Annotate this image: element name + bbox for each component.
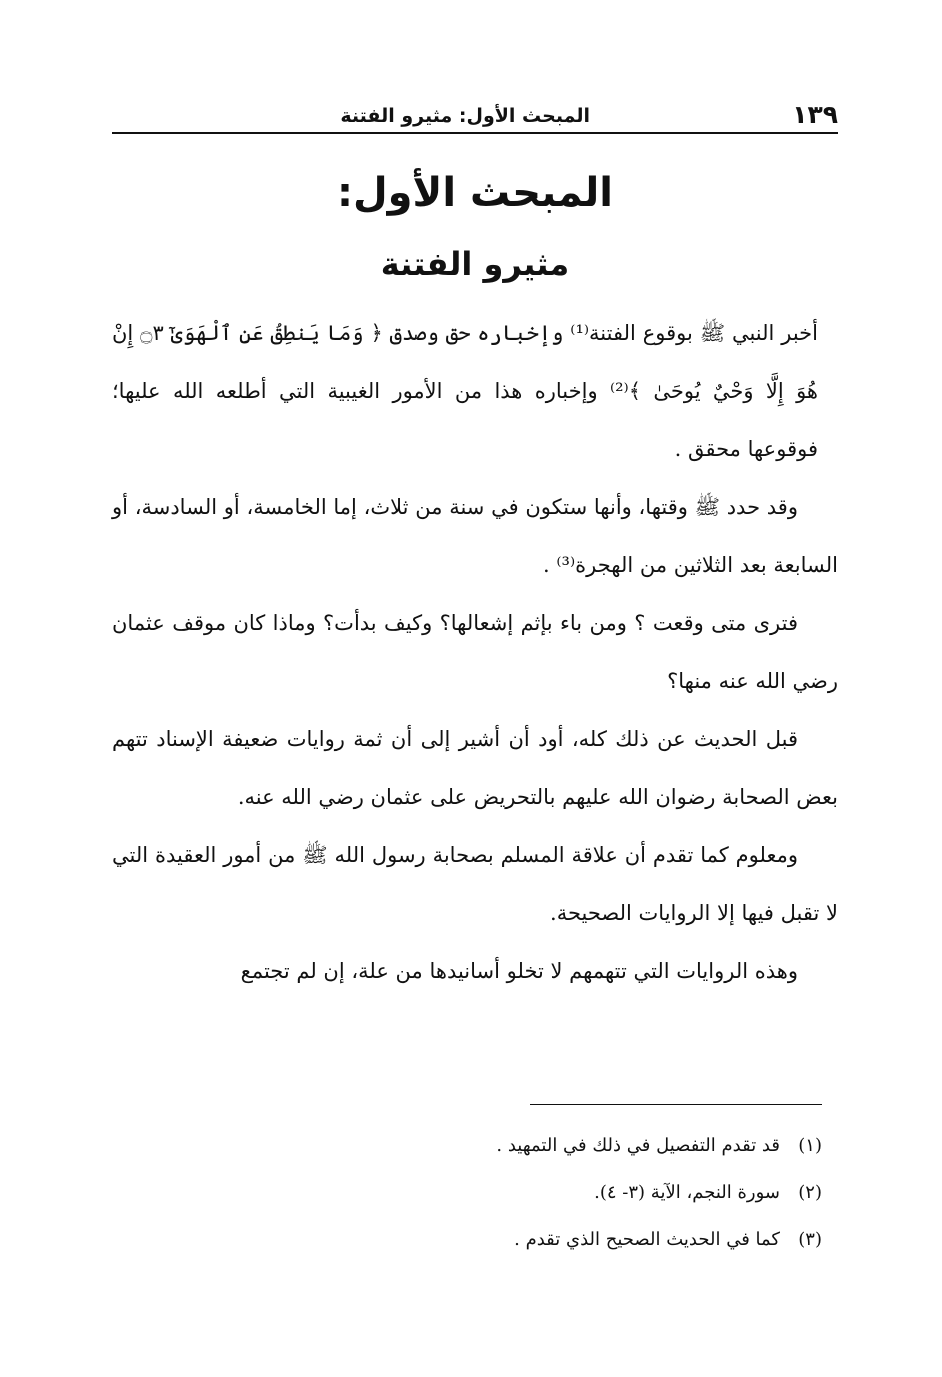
paragraph: ومعلوم كما تقدم أن علاقة المسلم بصحابة رسول الله ﷺ من أمور العقيدة التي لا تقبل فيها إلا الروايات الصحيحة. — [112, 843, 838, 925]
paragraph: وقد حدد ﷺ وقتها، وأنها ستكون في سنة من ثلاث، إما الخامسة، أو السادسة، أو السابعة بعد الثلاثين من الهجرة⁽³⁾ . — [112, 495, 838, 577]
footnote-number: (١) — [798, 1135, 822, 1156]
paragraph: وهذه الروايات التي تتهمهم لا تخلو أسانيدها من علة، إن لم تجتمع — [240, 959, 798, 983]
paragraph: قبل الحديث عن ذلك كله، أود أن أشير إلى أن ثمة روايات ضعيفة الإسناد تتهم بعض الصحابة رضوان الله عليهم بالتحريض على عثمان رضي الله عنه. — [112, 727, 838, 809]
footnote-number: (٣) — [798, 1229, 822, 1250]
chapter-subtitle: مثيرو الفتنة — [380, 245, 570, 283]
body-text — [112, 304, 838, 1000]
paragraph: أخبر النبي ﷺ بوقوع الفتنة⁽¹⁾ وإخباره حق وصدق ﴿ وَمَا يَنطِقُ عَنِ ٱلْهَوَىٰٓ ۝٣ إِنْ هُوَ إِلَّا وَحْيٌ يُوحَىٰ ﴾⁽²⁾ وإخباره هذا من الأمور الغيبية التي أطلعه الله عليها؛ فوقوعها محقق . — [112, 321, 818, 461]
footnotes — [222, 1122, 822, 1263]
footnote-number: (٢) — [798, 1182, 822, 1203]
chapter-title: المبحث الأول: — [336, 170, 614, 216]
page-number: ١٣٩ — [792, 100, 838, 129]
footnote — [222, 1216, 822, 1263]
footnote — [222, 1122, 822, 1169]
running-title: المبحث الأول: مثيرو الفتنة — [340, 105, 590, 127]
footnote — [222, 1169, 822, 1216]
running-header — [112, 100, 838, 134]
paragraph: فترى متى وقعت ؟ ومن باء بإثم إشعالها؟ وكيف بدأت؟ وماذا كان موقف عثمان رضي الله عنه منها؟ — [112, 611, 838, 693]
footnote-text: سورة النجم، الآية (٣- ٤). — [594, 1182, 780, 1203]
footnote-text: كما في الحديث الصحيح الذي تقدم . — [514, 1229, 780, 1250]
footnote-text: قد تقدم التفصيل في ذلك في التمهيد . — [496, 1135, 780, 1156]
footnote-divider — [530, 1104, 822, 1105]
